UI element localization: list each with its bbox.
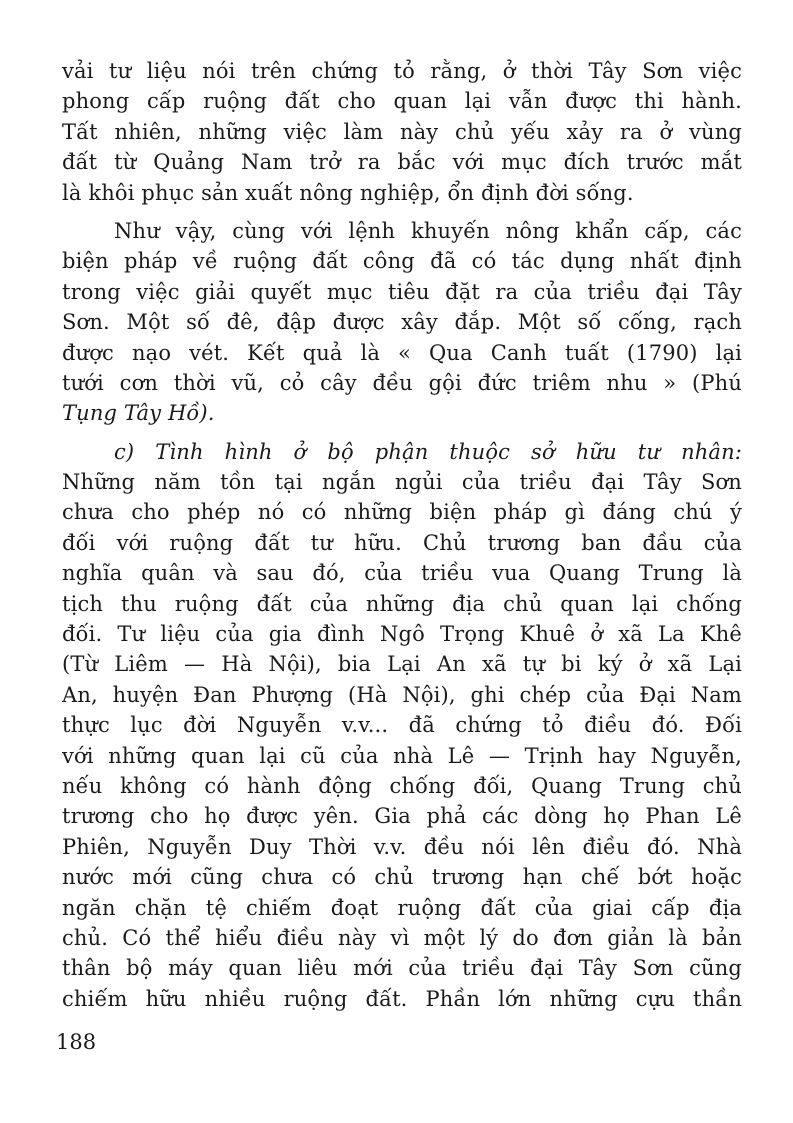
text-line: thân bộ máy quan liêu mới của triều đại Tây Sơn cũng: [62, 956, 742, 981]
text-line: An, huyện Đan Phượng (Hà Nội), ghi chép của Đại Nam: [62, 682, 742, 707]
text-line: chưa cho phép nó có những biện pháp gì đáng chú ý: [62, 500, 742, 525]
text-line: chiếm hữu nhiều ruộng đất. Phần lớn những cựu thần: [62, 986, 742, 1011]
paragraph-3: [62, 437, 742, 1014]
text-line: là khôi phục sản xuất nông nghiệp, ổn định đời sống.: [62, 180, 634, 205]
text-line: biện pháp về ruộng đất công đã có tác dụng nhất định: [62, 249, 742, 274]
text-line: vải tư liệu nói trên chứng tỏ rằng, ở thời Tây Sơn việc: [62, 59, 742, 83]
text-line: nếu không có hành động chống đối, Quang Trung chủ: [62, 773, 742, 798]
page-body: [62, 56, 742, 1014]
text-line: đối. Tư liệu của gia đình Ngô Trọng Khuê ở xã La Khê: [62, 622, 742, 647]
section-heading: c) Tình hình ở bộ phận thuộc sở hữu tư nhân:: [114, 439, 742, 464]
text-line: Như vậy, cùng với lệnh khuyến nông khẩn cấp, các: [114, 218, 742, 243]
text-line: với những quan lại cũ của nhà Lê — Trịnh hay Nguyễn,: [62, 743, 742, 768]
text-line: nước mới cũng chưa có chủ trương hạn chế bớt hoặc: [62, 865, 742, 890]
text-line: tưới cơn thời vũ, cỏ cây đều gội đức triêm nhu » (Phú: [62, 370, 742, 395]
text-line: được nạo vét. Kết quả là « Qua Canh tuất (1790) lại: [62, 340, 742, 365]
text-line: chủ. Có thể hiểu điều này vì một lý do đơn giản là bản: [62, 925, 742, 950]
text-line: Phiên, Nguyễn Duy Thời v.v. đều nói lên điều đó. Nhà: [62, 834, 742, 859]
text-line: ngăn chặn tệ chiếm đoạt ruộng đất của giai cấp địa: [62, 895, 742, 920]
text-line: nghĩa quân và sau đó, của triều vua Quang Trung là: [62, 561, 742, 586]
page-number: 188: [56, 1030, 97, 1054]
text-line: tịch thu ruộng đất của những địa chủ quan lại chống: [62, 591, 742, 616]
text-line: (Từ Liêm — Hà Nội), bia Lại An xã tự bi ký ở xã Lại: [62, 652, 742, 677]
paragraph-1: [62, 56, 742, 208]
text-line: đất từ Quảng Nam trở ra bắc với mục đích trước mắt: [62, 150, 742, 175]
text-line: Tất nhiên, những việc làm này chủ yếu xảy ra ở vùng: [62, 119, 742, 144]
text-line: Những năm tồn tại ngắn ngủi của triều đại Tây Sơn: [62, 470, 742, 495]
text-line: Tụng Tây Hồ).: [62, 401, 215, 426]
text-line: trương cho họ được yên. Gia phả các dòng họ Phan Lê: [62, 804, 742, 829]
text-line: Sơn. Một số đê, đập được xây đắp. Một số cống, rạch: [62, 310, 742, 335]
text-line: thực lục đời Nguyễn v.v... đã chứng tỏ điều đó. Đối: [62, 713, 742, 738]
text-line: trong việc giải quyết mục tiêu đặt ra của triều đại Tây: [62, 279, 742, 304]
text-line: phong cấp ruộng đất cho quan lại vẫn được thi hành.: [62, 89, 742, 114]
paragraph-2: [62, 216, 742, 429]
text-line: đối với ruộng đất tư hữu. Chủ trương ban đầu của: [62, 530, 742, 555]
